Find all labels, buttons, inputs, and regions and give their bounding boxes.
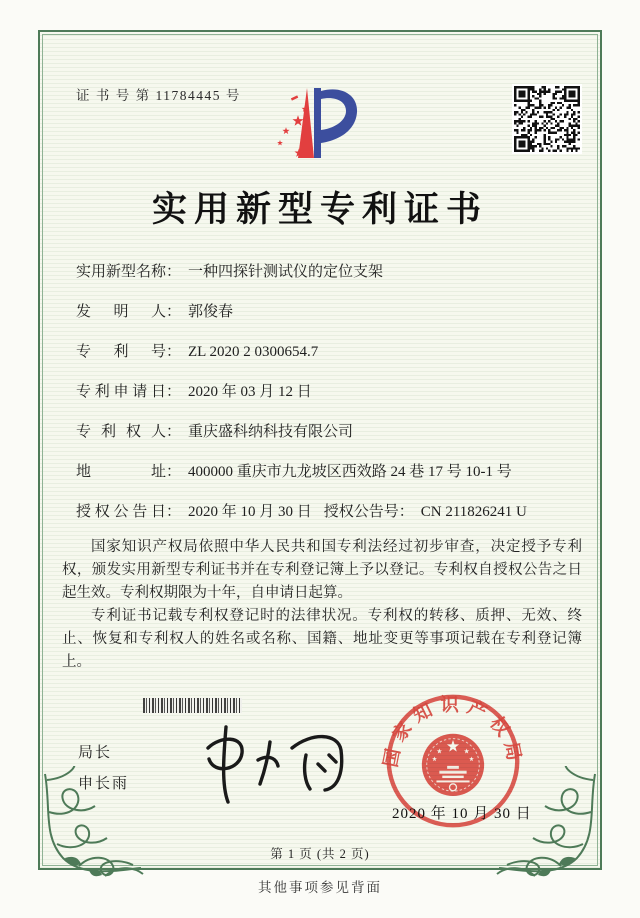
field-value: 2020 年 03 月 12 日 [188, 384, 312, 400]
colon: ： [166, 344, 182, 360]
field-value: 2020 年 10 月 30 日 [188, 504, 312, 520]
field-value: 400000 重庆市九龙坡区西效路 24 巷 17 号 10-1 号 [188, 464, 512, 480]
field-label: 专利号 [76, 344, 166, 360]
colon: ： [166, 264, 182, 280]
grant-number-value: CN 211826241 U [420, 504, 527, 520]
field-value: 一种四探针测试仪的定位支架 [188, 264, 384, 280]
colon: ： [166, 384, 182, 400]
director-signature [188, 722, 363, 814]
field-value: 郭俊春 [188, 304, 234, 320]
field-label: 地址 [76, 464, 166, 480]
field-row-name [76, 262, 576, 282]
certificate-panel [38, 30, 602, 870]
barcode [143, 698, 242, 713]
colon: ： [166, 464, 182, 480]
director-name: 申长雨 [78, 776, 130, 792]
field-row-inventor [76, 302, 576, 322]
logo-blue-bowl [321, 89, 357, 143]
legal-paragraph-2: 专利证书记载专利权登记时的法律状况。专利权的转移、质押、无效、终止、恢复和专利权人的姓名或名称、国籍、地址变更等事项记载在专利登记簿上。 [62, 608, 582, 670]
field-value: 重庆盛科纳科技有限公司 [188, 424, 354, 440]
field-row-patent-no [76, 342, 576, 362]
logo-blue-stem [314, 88, 321, 158]
colon: ： [166, 304, 182, 320]
back-note: 其他事项参见背面 [258, 880, 382, 895]
field-row-filing-date [76, 382, 576, 402]
colon: ： [166, 504, 182, 520]
cnipa-logo-icon [264, 82, 364, 164]
colon: ： [398, 504, 414, 520]
field-label: 授权公告日 [76, 504, 166, 520]
grant-number-label: 授权公告号 [323, 504, 399, 520]
field-value: ZL 2020 2 0300654.7 [188, 344, 319, 360]
field-label: 专利权人 [76, 424, 166, 440]
certificate-title: 实用新型专利证书 [151, 190, 488, 229]
qr-code [512, 84, 582, 154]
field-label: 实用新型名称 [76, 264, 167, 280]
legal-text [62, 536, 582, 674]
page-number: 第 1 页 (共 2 页) [270, 847, 370, 861]
seal-text: 国家知识产权局 [380, 695, 526, 769]
colon: ： [166, 424, 182, 440]
field-row-patentee [76, 422, 576, 442]
legal-paragraph-1: 国家知识产权局依照中华人民共和国专利法经过初步审查，决定授予专利权，颁发实用新型专利证书并在专利登记簿上予以登记。专利权自授权公告之日起生效。专利权期限为十年，自申请日起算。 [62, 539, 582, 601]
field-label: 专利申请日 [76, 384, 166, 400]
seal-date: 2020 年 10 月 30 日 [392, 806, 532, 822]
field-list [76, 262, 576, 542]
certificate-number: 证 书 号 第 11784445 号 [76, 88, 241, 103]
field-row-grant [76, 502, 576, 522]
director-title: 局长 [78, 745, 113, 761]
field-row-address [76, 462, 576, 482]
field-label: 发明人 [76, 304, 166, 320]
